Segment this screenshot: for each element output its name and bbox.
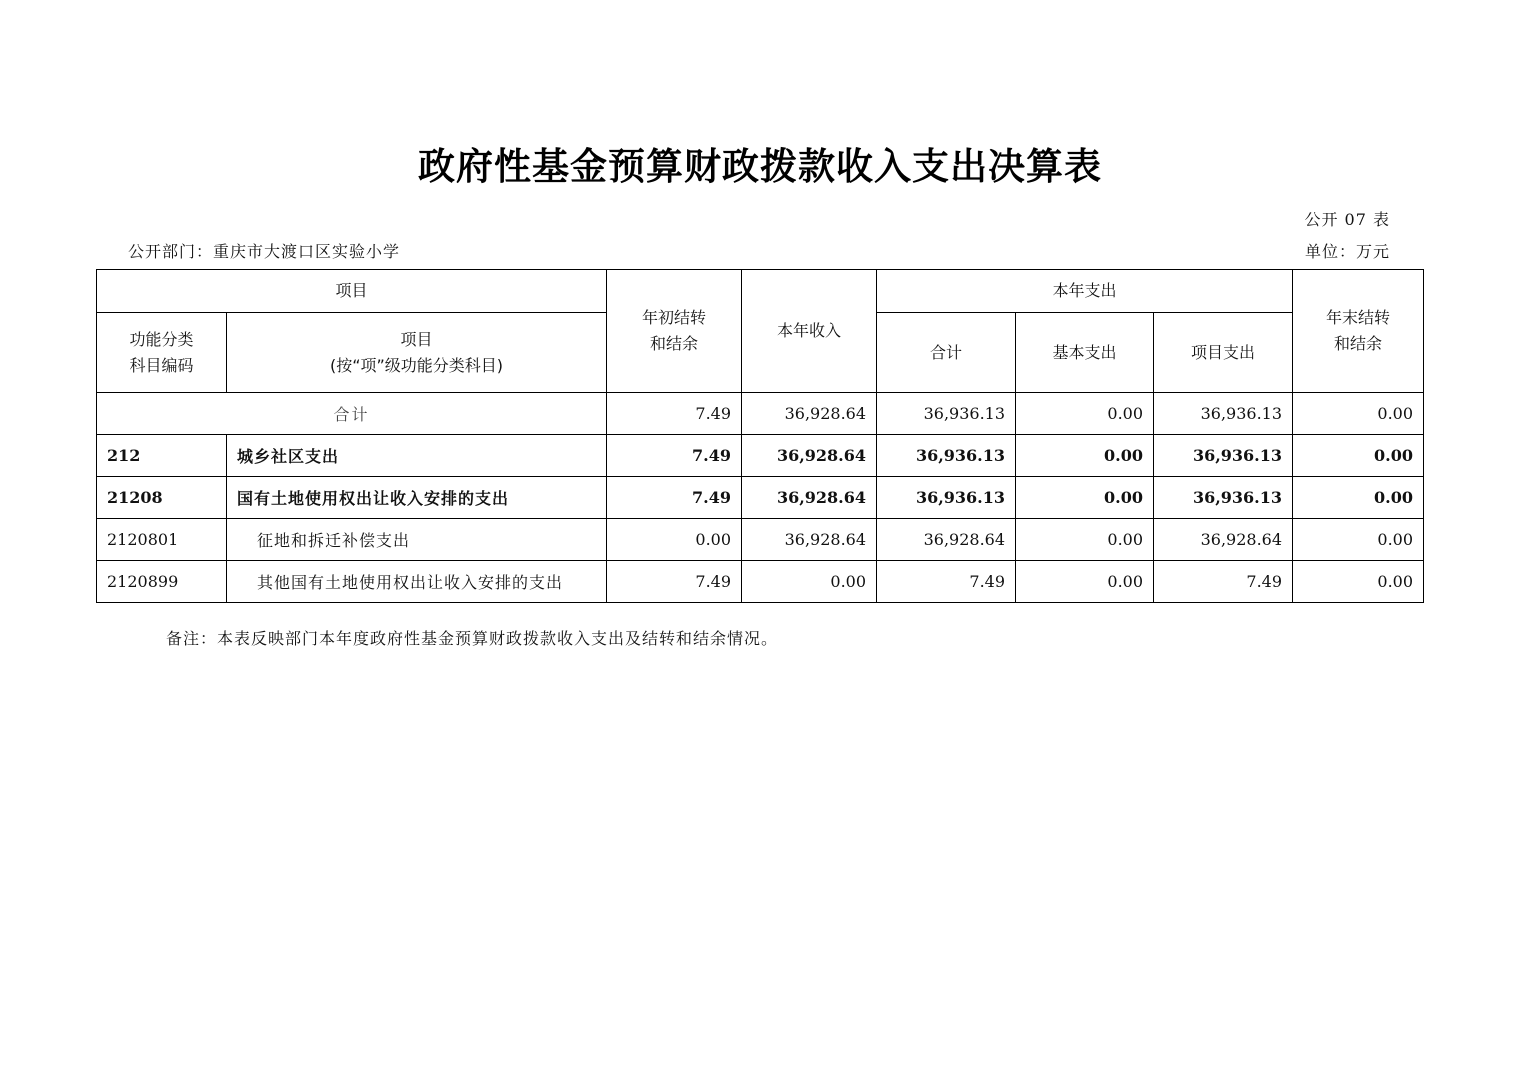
header-carryover-end-line2: 和结余: [1334, 334, 1383, 353]
cell-name: 国有土地使用权出让收入安排的支出: [227, 477, 607, 519]
cell-carryover-begin: 0.00: [607, 519, 742, 561]
header-carryover-begin-line2: 和结余: [650, 334, 699, 353]
cell-code: 2120801: [97, 519, 227, 561]
cell-expense-basic: 0.00: [1016, 519, 1154, 561]
cell-expense-project: 36,936.13: [1154, 393, 1293, 435]
header-carryover-end-line1: 年末结转: [1326, 308, 1391, 327]
cell-carryover-begin: 7.49: [607, 393, 742, 435]
cell-expense-project: 7.49: [1154, 561, 1293, 603]
cell-expense-basic: 0.00: [1016, 477, 1154, 519]
cell-income: 36,928.64: [742, 477, 877, 519]
cell-expense-total: 36,936.13: [877, 477, 1016, 519]
cell-code: 2120899: [97, 561, 227, 603]
header-expense-project: 项目支出: [1154, 313, 1293, 393]
cell-carryover-begin: 7.49: [607, 561, 742, 603]
unit-label: 单位：万元: [1304, 242, 1390, 261]
cell-carryover-end: 0.00: [1293, 435, 1424, 477]
form-number: 公开 07 表: [1304, 210, 1390, 229]
cell-name: 征地和拆迁补偿支出: [227, 519, 607, 561]
table-row: [97, 477, 1424, 519]
table-row: [97, 561, 1424, 603]
cell-code: 212: [97, 435, 227, 477]
cell-expense-project: 36,936.13: [1154, 477, 1293, 519]
budget-table: [96, 269, 1424, 603]
header-expense-total: 合计: [877, 313, 1016, 393]
cell-income: 36,928.64: [742, 435, 877, 477]
header-income: 本年收入: [742, 270, 877, 393]
footnote: 备注：本表反映部门本年度政府性基金预算财政拨款收入支出及结转和结余情况。: [166, 629, 779, 648]
cell-expense-total: 7.49: [877, 561, 1016, 603]
header-project: 项目: [97, 270, 607, 313]
header-code: [97, 313, 227, 393]
header-carryover-begin: [607, 270, 742, 393]
header-name-line1: 项目: [400, 329, 433, 349]
cell-income: 0.00: [742, 561, 877, 603]
cell-name: 其他国有土地使用权出让收入安排的支出: [227, 561, 607, 603]
header-code-line1: 功能分类: [129, 329, 194, 349]
cell-carryover-end: 0.00: [1293, 561, 1424, 603]
cell-code: 21208: [97, 477, 227, 519]
header-expense: 本年支出: [877, 270, 1293, 313]
table-row: [97, 435, 1424, 477]
header-code-line2: 科目编码: [129, 355, 194, 375]
cell-name: 城乡社区支出: [227, 435, 607, 477]
cell-expense-basic: 0.00: [1016, 561, 1154, 603]
cell-carryover-end: 0.00: [1293, 393, 1424, 435]
header-expense-basic: 基本支出: [1016, 313, 1154, 393]
cell-income: 36,928.64: [742, 393, 877, 435]
header-name: [227, 313, 607, 393]
header-carryover-end: [1293, 270, 1424, 393]
cell-carryover-end: 0.00: [1293, 519, 1424, 561]
table-row-total: [97, 393, 1424, 435]
cell-expense-total: 36,936.13: [877, 393, 1016, 435]
total-label: 合计: [97, 393, 607, 435]
cell-carryover-begin: 7.49: [607, 435, 742, 477]
page-title: 政府性基金预算财政拨款收入支出决算表: [418, 145, 1102, 188]
cell-expense-project: 36,936.13: [1154, 435, 1293, 477]
cell-expense-total: 36,928.64: [877, 519, 1016, 561]
cell-income: 36,928.64: [742, 519, 877, 561]
cell-expense-basic: 0.00: [1016, 435, 1154, 477]
cell-expense-basic: 0.00: [1016, 393, 1154, 435]
cell-carryover-begin: 7.49: [607, 477, 742, 519]
table-row: [97, 519, 1424, 561]
cell-expense-total: 36,936.13: [877, 435, 1016, 477]
header-carryover-begin-line1: 年初结转: [642, 308, 707, 327]
cell-expense-project: 36,928.64: [1154, 519, 1293, 561]
header-name-line2: (按“项”级功能分类科目): [329, 355, 504, 375]
cell-carryover-end: 0.00: [1293, 477, 1424, 519]
department-label: 公开部门：重庆市大渡口区实验小学: [128, 242, 401, 261]
